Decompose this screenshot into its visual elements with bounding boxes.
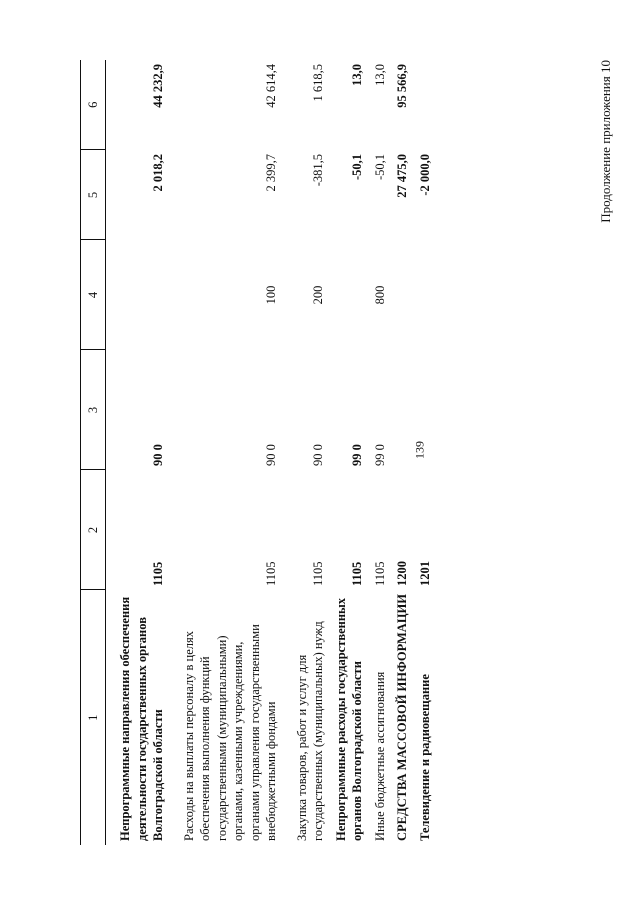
column-header-4: 4 <box>81 240 106 350</box>
row-section: 1105 <box>151 561 165 586</box>
row-target: 99 0 <box>350 444 364 466</box>
row-change: 27 475,0 <box>395 154 409 198</box>
row-change: -50,1 <box>372 154 387 181</box>
row-name: Расходы на выплаты персоналу в целях обеспечения выполнения функций государственными (муниципальными) органами, казенными учреждениями, органами управления государственными внебюджетными фондами <box>181 624 278 841</box>
row-type <box>391 240 414 350</box>
row-name: Иные бюджетные ассигнования <box>372 671 387 841</box>
row-type <box>414 240 437 350</box>
table-row <box>369 60 392 845</box>
table-row <box>114 60 170 845</box>
row-type <box>330 240 369 350</box>
row-total <box>414 60 437 150</box>
row-change: 2 399,7 <box>264 154 278 192</box>
row-name: Непрограммные направления обеспечения деятельности государственных органов Волгоградской области <box>118 596 165 841</box>
row-target <box>391 350 414 470</box>
row-target: 99 0 <box>372 444 387 466</box>
row-type: 200 <box>311 285 325 305</box>
row-total: 1 618,5 <box>311 64 325 102</box>
page-number: 139 <box>412 441 427 459</box>
row-target: 90 0 <box>151 444 165 466</box>
row-change: -381,5 <box>311 154 325 187</box>
row-section: 1200 <box>395 561 409 586</box>
row-target: 90 0 <box>311 444 325 466</box>
row-type: 100 <box>264 285 278 305</box>
row-total: 95 566,9 <box>395 64 409 108</box>
table-row <box>391 60 414 845</box>
table-row <box>178 60 283 845</box>
row-change: 2 018,2 <box>151 154 165 192</box>
row-type <box>114 240 170 350</box>
row-section: 1201 <box>417 561 432 586</box>
row-change: -2 000,0 <box>417 154 432 196</box>
table-row <box>330 60 369 845</box>
row-target: 90 0 <box>264 444 278 466</box>
table-header-row <box>81 60 106 845</box>
row-section: 1105 <box>372 561 387 586</box>
row-target <box>414 350 437 470</box>
row-total: 44 232,9 <box>151 64 165 108</box>
row-total: 13,0 <box>350 64 364 86</box>
appendix-caption: Продолжение приложения 10 <box>598 60 613 223</box>
row-total: 42 614,4 <box>264 64 278 108</box>
column-header-3: 3 <box>81 350 106 470</box>
column-header-1: 1 <box>81 590 106 845</box>
row-name: Телевидение и радиовещание <box>417 674 432 841</box>
row-section: 1105 <box>311 561 325 586</box>
row-name: СРЕДСТВА МАССОВОЙ ИНФОРМАЦИИ <box>395 593 409 841</box>
row-section: 1105 <box>264 561 278 586</box>
budget-table <box>80 60 436 845</box>
column-header-2: 2 <box>81 470 106 590</box>
row-section: 1105 <box>350 561 364 586</box>
column-header-6: 6 <box>81 60 106 150</box>
column-header-5: 5 <box>81 150 106 240</box>
table-row <box>291 60 330 845</box>
row-type: 800 <box>372 285 387 305</box>
row-name: Непрограммные расходы государственных органов Волгоградской области <box>333 597 364 841</box>
row-change: -50,1 <box>350 154 364 181</box>
table-row <box>414 60 437 845</box>
row-name: Закупка товаров, работ и услуг для государственных (муниципальных) нужд <box>294 621 325 841</box>
row-total: 13,0 <box>372 64 387 86</box>
